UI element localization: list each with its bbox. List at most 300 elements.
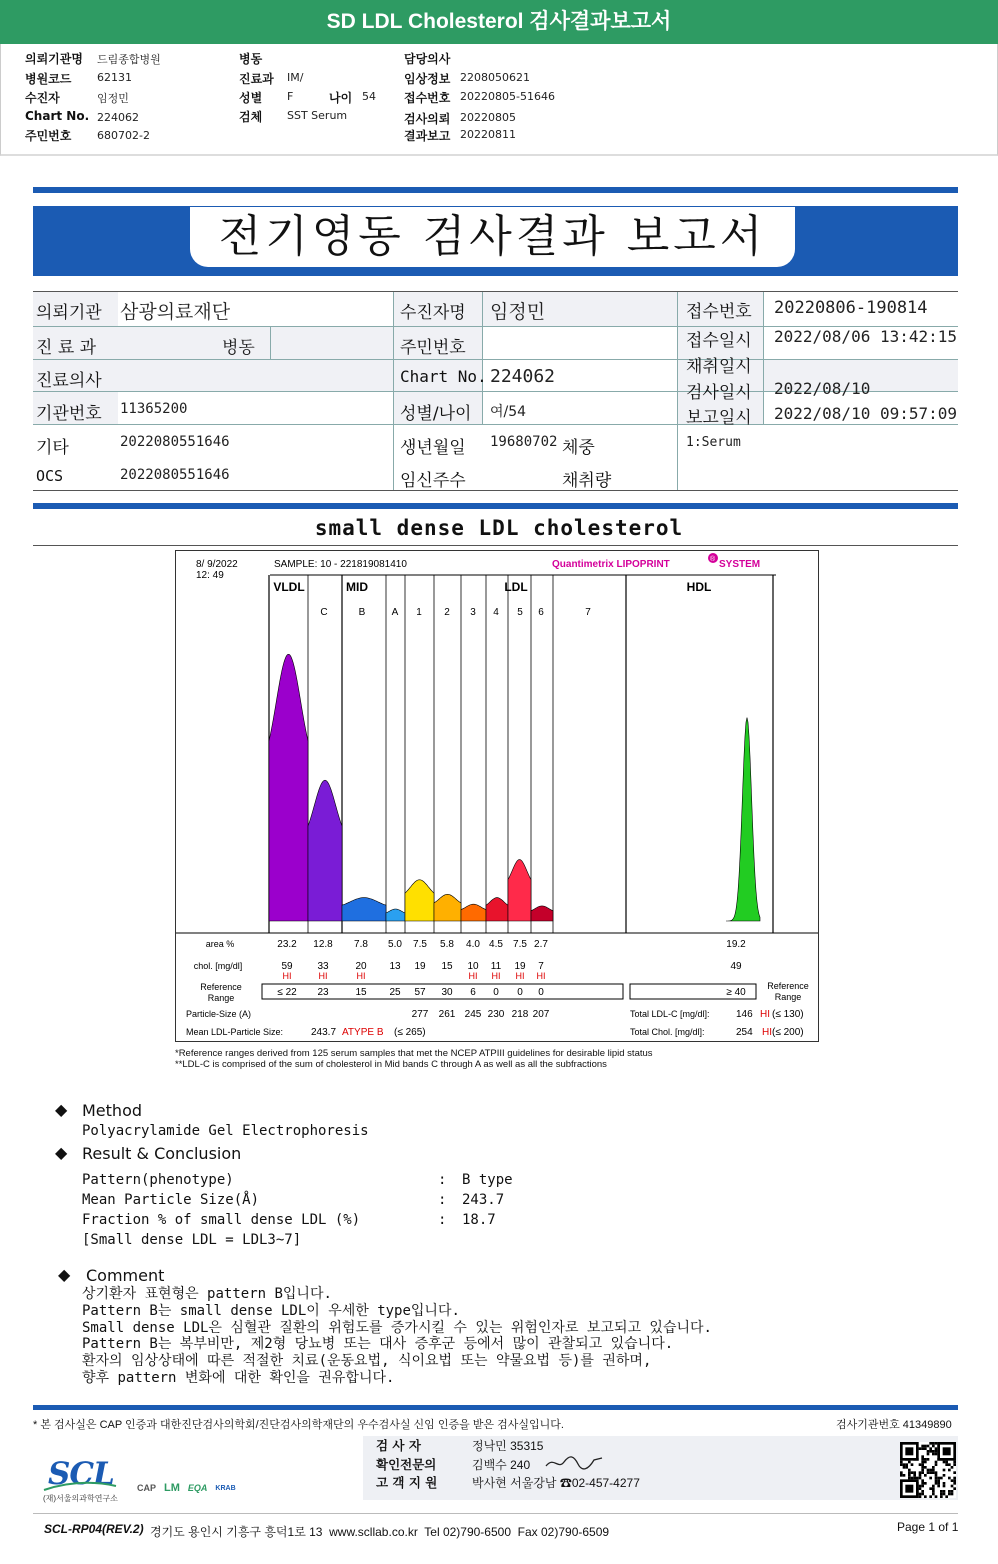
chol-value: 49	[730, 961, 742, 972]
band-label: B	[358, 607, 366, 618]
area-value: 7.5	[413, 939, 427, 950]
examiner-label: 검 사 자	[376, 1438, 421, 1453]
chol-value: 7	[538, 961, 544, 972]
qr-module	[929, 1471, 932, 1474]
lipoprint-svg	[176, 551, 818, 1041]
fraction-peak-a	[386, 909, 405, 921]
qr-module	[908, 1469, 911, 1472]
reference-value: ≤ 22	[277, 987, 297, 998]
field-value: 20220811	[460, 128, 516, 141]
comment-lines	[82, 1286, 712, 1387]
result-colons	[438, 1170, 446, 1230]
particle-size-value: 218	[511, 1009, 529, 1020]
particle-size-value: 230	[487, 1009, 505, 1020]
total-ldl-ref: (≤ 130)	[772, 1009, 804, 1020]
label-receipt-no: 접수번호	[686, 302, 752, 322]
label-etc: 기타	[36, 438, 69, 458]
value-dob: 19680702	[490, 434, 558, 450]
qr-module	[903, 1474, 906, 1477]
qr-module	[905, 1466, 908, 1469]
diamond-icon: ◆	[55, 1100, 68, 1119]
group-label-ldl: LDL	[504, 580, 528, 594]
qr-module	[932, 1445, 935, 1448]
particle-size-value: 277	[411, 1009, 429, 1020]
reference-value: 57	[414, 987, 426, 998]
qr-module	[908, 1471, 911, 1474]
qr-module	[943, 1485, 946, 1488]
qr-module	[911, 1471, 914, 1474]
section-underline	[33, 545, 958, 546]
field-value: F	[287, 90, 294, 103]
value-ocs: 2022080551646	[120, 467, 230, 483]
particle-size-label: Particle-Size (A)	[186, 1009, 252, 1019]
qr-module	[929, 1447, 932, 1450]
value-patient: 임정민	[490, 301, 546, 323]
band-label: 5	[517, 607, 523, 618]
right-ref-label: Range	[774, 992, 802, 1002]
qr-module	[935, 1474, 938, 1477]
value-institution: 삼광의료재단	[120, 301, 231, 323]
qr-module	[935, 1461, 938, 1464]
label-sex-age: 성별/나이	[400, 404, 472, 424]
qr-module	[945, 1461, 948, 1464]
result-values	[462, 1170, 513, 1230]
qr-module	[921, 1471, 924, 1474]
lipoprint-chart	[175, 550, 819, 1042]
qr-module	[937, 1479, 940, 1482]
qr-module	[927, 1469, 930, 1472]
qr-module	[908, 1474, 911, 1477]
qr-module	[948, 1490, 951, 1493]
qr-module	[924, 1466, 927, 1469]
qr-module	[932, 1442, 935, 1445]
label-pregnancy: 임신주수	[400, 471, 466, 491]
label-rrn: 주민번호	[400, 338, 466, 358]
reference-value: ≥ 40	[726, 987, 746, 998]
result-title: Result & Conclusion	[82, 1144, 242, 1163]
qr-module	[943, 1490, 946, 1493]
qr-module	[927, 1445, 930, 1448]
field-label: 진료과	[239, 72, 274, 86]
qr-module	[951, 1493, 954, 1496]
plot-area	[176, 575, 818, 933]
result-list	[82, 1170, 360, 1250]
qr-module	[903, 1463, 906, 1466]
comment-line: Pattern B는 복부비만, 제2형 당뇨병 또는 대사 증후군 등에서 많이 관찰되고 있습니다.	[82, 1336, 674, 1353]
qr-module	[937, 1477, 940, 1480]
total-chol-ref: (≤ 200)	[772, 1027, 804, 1038]
qr-module	[948, 1469, 951, 1472]
qr-module	[924, 1461, 927, 1464]
qr-module	[919, 1493, 922, 1496]
qr-module	[921, 1493, 924, 1496]
qr-module	[919, 1485, 922, 1488]
footer-divider	[33, 1513, 958, 1514]
qr-module	[900, 1461, 903, 1464]
result-note: [Small dense LDL = LDL3~7]	[82, 1232, 302, 1248]
cap-badge: CAP	[137, 1483, 157, 1493]
field-label: Chart No.	[25, 109, 90, 123]
lab-address: 경기도 용인시 기흥구 흥덕1로 13 www.scllab.co.kr Tel 02)790-6500 Fax 02)790-6509	[150, 1525, 610, 1539]
chol-value: 15	[441, 961, 453, 972]
row-label-chol: chol. [mg/dl]	[193, 961, 243, 971]
group-label-mid: MID	[346, 580, 368, 594]
field-label: 임상정보	[404, 72, 451, 86]
label-dob: 생년월일	[400, 438, 466, 458]
qr-module	[905, 1463, 908, 1466]
qr-module	[932, 1487, 935, 1490]
fraction-peak-6	[531, 906, 553, 921]
qr-module	[932, 1469, 935, 1472]
area-value: 4.5	[489, 939, 503, 950]
area-value: 7.5	[513, 939, 527, 950]
qr-module	[953, 1463, 956, 1466]
qr-module	[913, 1477, 916, 1480]
qr-module	[913, 1474, 916, 1477]
chol-value: 59	[281, 961, 293, 972]
value-receipt-date: 2022/08/06 13:42:15	[774, 327, 958, 346]
qr-module	[932, 1471, 935, 1474]
field-label: 의뢰기관명	[25, 52, 83, 66]
fraction-peak-1	[405, 880, 434, 921]
method-title: Method	[82, 1101, 143, 1120]
field-value: SST Serum	[287, 109, 348, 122]
qr-module	[905, 1485, 913, 1493]
qr-module	[927, 1471, 930, 1474]
value-report-date: 2022/08/10 09:57:09	[774, 404, 958, 423]
field-value: 62131	[97, 71, 132, 84]
qr-module	[900, 1474, 903, 1477]
area-value: 5.8	[440, 939, 454, 950]
qr-module	[919, 1477, 922, 1480]
band-label: 3	[470, 607, 476, 618]
qr-module	[921, 1482, 924, 1485]
fraction-peak-4	[486, 898, 508, 921]
mean-size-value: 243.7	[311, 1027, 337, 1038]
label-inst-no: 기관번호	[36, 404, 102, 424]
qr-module	[921, 1445, 924, 1448]
qr-module	[903, 1466, 906, 1469]
reference-value: 6	[470, 987, 476, 998]
field-label: 수진자	[25, 91, 60, 105]
qr-module	[932, 1493, 935, 1496]
qr-module	[935, 1495, 938, 1498]
qr-module	[921, 1447, 924, 1450]
field-value: 20220805	[460, 111, 516, 124]
qr-module	[921, 1490, 924, 1493]
qr-module	[900, 1471, 903, 1474]
footer-rule	[33, 1405, 958, 1410]
result-key: Mean Particle Size(Å)	[82, 1192, 260, 1208]
qr-module	[935, 1450, 938, 1453]
comment-line: 상기환자 표현형은 pattern B입니다.	[82, 1286, 332, 1302]
reference-value: 25	[389, 987, 401, 998]
qr-module	[937, 1482, 940, 1485]
comment-line: Small dense LDL은 심혈관 질환의 위험도를 증가시킬 수 있는 위험인자로 보고되고 있습니다.	[82, 1319, 712, 1336]
label-doctor: 진료의사	[36, 371, 102, 391]
krab-badge: KRAB	[215, 1484, 236, 1492]
value-receipt-no: 20220806-190814	[774, 298, 928, 318]
total-chol-flag: HI	[762, 1027, 772, 1038]
title-top-rule	[33, 187, 958, 193]
right-ref-label: Reference	[767, 981, 809, 991]
qr-module	[953, 1487, 956, 1490]
chol-value: 33	[317, 961, 329, 972]
field-label: 담당의사	[404, 52, 451, 66]
label-ocs: OCS	[36, 467, 64, 485]
hi-flag: HI	[282, 971, 292, 981]
field-label: 검체	[239, 110, 263, 124]
qr-module	[953, 1461, 956, 1464]
qr-module	[913, 1471, 916, 1474]
field-value: 680702-2	[97, 129, 150, 142]
chol-value: 20	[355, 961, 367, 972]
qr-module	[948, 1493, 951, 1496]
chart-date: 8/ 9/2022	[196, 559, 238, 570]
report-header-title: SD LDL Cholesterol 검사결과보고서	[0, 0, 998, 44]
fraction-peak-c	[308, 780, 342, 921]
result-value: 18.7	[462, 1212, 496, 1228]
footnotes	[175, 1048, 653, 1070]
hi-flag: HI	[515, 971, 525, 981]
qr-module	[943, 1447, 951, 1455]
value-sex-age: 여/54	[490, 404, 527, 420]
logo-swoosh-icon	[40, 1456, 120, 1496]
reference-value: 0	[538, 987, 544, 998]
group-label-hdl: HDL	[686, 580, 712, 594]
signature-image	[544, 1452, 604, 1474]
diamond-icon: ◆	[55, 1143, 68, 1162]
qr-module	[929, 1495, 932, 1498]
diamond-icon: ◆	[58, 1265, 71, 1284]
qr-module	[948, 1477, 951, 1480]
value-etc: 2022080551646	[120, 434, 230, 450]
qr-module	[905, 1447, 913, 1455]
scl-logo: SCL	[48, 1456, 114, 1492]
colon: :	[438, 1172, 447, 1188]
label-patient: 수진자명	[400, 303, 466, 323]
chol-value: 19	[514, 961, 526, 972]
qr-module	[924, 1447, 927, 1450]
label-amount: 채취량	[562, 471, 612, 491]
chol-value: 11	[490, 961, 502, 972]
field-label: 병동	[239, 52, 263, 66]
area-value: 4.0	[466, 939, 480, 950]
qr-module	[916, 1477, 919, 1480]
qr-module	[929, 1487, 932, 1490]
qr-module	[929, 1469, 932, 1472]
row-label-ref: Reference	[200, 982, 242, 992]
qr-module	[935, 1442, 938, 1445]
qr-module	[919, 1495, 922, 1498]
qr-module	[929, 1442, 932, 1445]
qr-module	[943, 1493, 946, 1496]
total-ldl-flag: HI	[760, 1009, 770, 1020]
qr-module	[951, 1485, 954, 1488]
chol-value: 19	[414, 961, 426, 972]
chart-sample: SAMPLE: 10 - 221819081410	[274, 559, 407, 570]
qr-module	[932, 1466, 935, 1469]
value-dept: 병동	[222, 338, 255, 358]
reference-value: 0	[517, 987, 523, 998]
result-key: Fraction % of small dense LDL (%)	[82, 1212, 361, 1228]
logo-subtitle: (재)서울의과학연구소	[43, 1494, 118, 1503]
values-table	[186, 939, 809, 1038]
qr-module	[935, 1447, 938, 1450]
qr-module	[927, 1453, 930, 1456]
examiner-value: 정낙민 35315	[472, 1439, 544, 1453]
area-value: 19.2	[726, 939, 746, 950]
field-value: 2208050621	[460, 71, 530, 84]
qr-module	[935, 1471, 938, 1474]
total-ldl-label: Total LDL-C [mg/dl]:	[630, 1009, 710, 1019]
qr-module	[924, 1458, 927, 1461]
value-chart-no: 224062	[490, 366, 556, 387]
support-label: 고 객 지 원	[376, 1475, 438, 1490]
qr-module	[927, 1450, 930, 1453]
form-code: SCL-RP04(REV.2)	[44, 1522, 144, 1536]
field-label: 결과보고	[404, 129, 451, 143]
qr-module	[924, 1482, 927, 1485]
specialist-value: 김백수 240	[472, 1457, 531, 1472]
qr-module	[951, 1466, 954, 1469]
qr-module	[940, 1490, 943, 1493]
chart-brand-suffix: SYSTEM	[719, 559, 761, 570]
value-inst-no: 11365200	[120, 401, 188, 417]
footnote: **LDL-C is comprised of the sum of cholesterol in Mid bands C through A as well as all the subfractions	[175, 1059, 607, 1070]
comment-line: 환자의 임상상태에 따른 적절한 치료(운동요법, 식이요법 또는 약물요법 등)를 권하며,	[82, 1353, 652, 1370]
qr-module	[900, 1463, 903, 1466]
hi-flag: HI	[491, 971, 501, 981]
field-value: 임정민	[97, 92, 129, 105]
support-value: 박사현 서울강남 ☎02-457-4277	[472, 1476, 640, 1490]
label-chart-no: Chart No.	[400, 367, 487, 386]
field-value: 54	[362, 90, 376, 103]
qr-module	[945, 1463, 948, 1466]
accreditation-badges	[137, 1482, 236, 1494]
qr-module	[921, 1479, 924, 1482]
particle-size-value: 245	[464, 1009, 482, 1020]
qr-module	[911, 1477, 914, 1480]
qr-module	[948, 1463, 951, 1466]
qr-module	[932, 1450, 935, 1453]
qr-module	[953, 1471, 956, 1474]
field-label: 검사의뢰	[404, 112, 451, 126]
field-value: IM/	[287, 71, 304, 84]
result-value: 243.7	[462, 1192, 505, 1208]
chart-time: 12: 49	[196, 570, 224, 581]
field-value: 20220805-51646	[460, 90, 555, 103]
area-value: 23.2	[277, 939, 297, 950]
qr-module	[940, 1477, 943, 1480]
qr-module	[929, 1477, 932, 1480]
qr-module	[953, 1477, 956, 1480]
qr-module	[937, 1485, 940, 1488]
qr-module	[935, 1453, 938, 1456]
qr-module	[943, 1474, 946, 1477]
total-ldl-value: 146	[736, 1009, 753, 1020]
section-title: small dense LDL cholesterol	[314, 516, 684, 540]
band-label: 6	[538, 607, 544, 618]
qr-module	[908, 1461, 911, 1464]
eqa-badge: EQA	[187, 1483, 208, 1493]
qr-module	[935, 1479, 938, 1482]
area-value: 5.0	[388, 939, 402, 950]
mean-size-label: Mean LDL-Particle Size:	[186, 1027, 284, 1037]
qr-module	[945, 1495, 948, 1498]
hi-flag: HI	[356, 971, 366, 981]
qr-module	[919, 1463, 922, 1466]
band-label: 4	[493, 607, 499, 618]
qr-module	[935, 1482, 938, 1485]
row-label-ref: Range	[207, 993, 235, 1003]
field-label: 병원코드	[25, 72, 72, 86]
value-test-date: 2022/08/10	[774, 379, 871, 398]
band-label: 1	[416, 607, 422, 618]
qr-module	[919, 1447, 922, 1450]
field-label: 주민번호	[25, 129, 72, 143]
qr-module	[932, 1490, 935, 1493]
particle-size-value: 207	[532, 1009, 550, 1020]
report-title: 전기영동 검사결과 보고서	[190, 207, 795, 267]
colon: :	[438, 1192, 447, 1208]
qr-module	[953, 1482, 956, 1485]
qr-module	[943, 1469, 946, 1472]
qr-module	[911, 1463, 914, 1466]
comment-line: 향후 pattern 변화에 대한 확인을 권유합니다.	[82, 1369, 395, 1386]
qr-module	[921, 1485, 924, 1488]
qr-module	[943, 1461, 946, 1464]
field-value: 드림종합병원	[97, 53, 161, 66]
qr-module	[924, 1445, 927, 1448]
qr-module	[919, 1487, 922, 1490]
area-value: 7.8	[354, 939, 368, 950]
chart-brand: Quantimetrix LIPOPRINT	[552, 559, 670, 570]
reference-value: 15	[355, 987, 367, 998]
mean-size-ref: (≤ 265)	[394, 1027, 426, 1038]
qr-module	[940, 1493, 943, 1496]
fraction-peak-3	[461, 904, 486, 921]
chol-value: 10	[467, 961, 479, 972]
signer-labels	[376, 1437, 437, 1493]
area-value: 2.7	[534, 939, 548, 950]
total-chol-value: 254	[736, 1027, 753, 1038]
brand-mark: ®	[710, 556, 716, 563]
fraction-peak-hdl	[726, 718, 760, 922]
qr-module	[927, 1458, 930, 1461]
qr-module	[935, 1463, 938, 1466]
qr-module	[924, 1474, 927, 1477]
footnote: *Reference ranges derived from 125 serum samples that met the NCEP ATPIII guidelines for desirable lipid status	[175, 1048, 653, 1059]
result-key: Pattern(phenotype)	[82, 1172, 234, 1188]
lab-number: 검사기관번호 41349890	[836, 1419, 952, 1431]
label-institution: 의뢰기관	[36, 303, 102, 323]
method-value: Polyacrylamide Gel Electrophoresis	[82, 1123, 369, 1139]
reference-value: 30	[441, 987, 453, 998]
band-label: 2	[444, 607, 450, 618]
label-test-date: 검사일시	[686, 383, 752, 403]
label-receipt-date: 접수일시	[686, 331, 752, 351]
section-rule	[33, 503, 958, 509]
fraction-peak-5	[508, 860, 531, 921]
page-number: Page 1 of 1	[897, 1520, 959, 1534]
mean-size-type: ATYPE B	[342, 1027, 384, 1038]
qr-module	[908, 1477, 911, 1480]
comment-title: Comment	[86, 1266, 165, 1285]
fraction-peak-b	[342, 898, 386, 921]
field-label: 접수번호	[404, 91, 451, 105]
qr-module	[921, 1469, 924, 1472]
